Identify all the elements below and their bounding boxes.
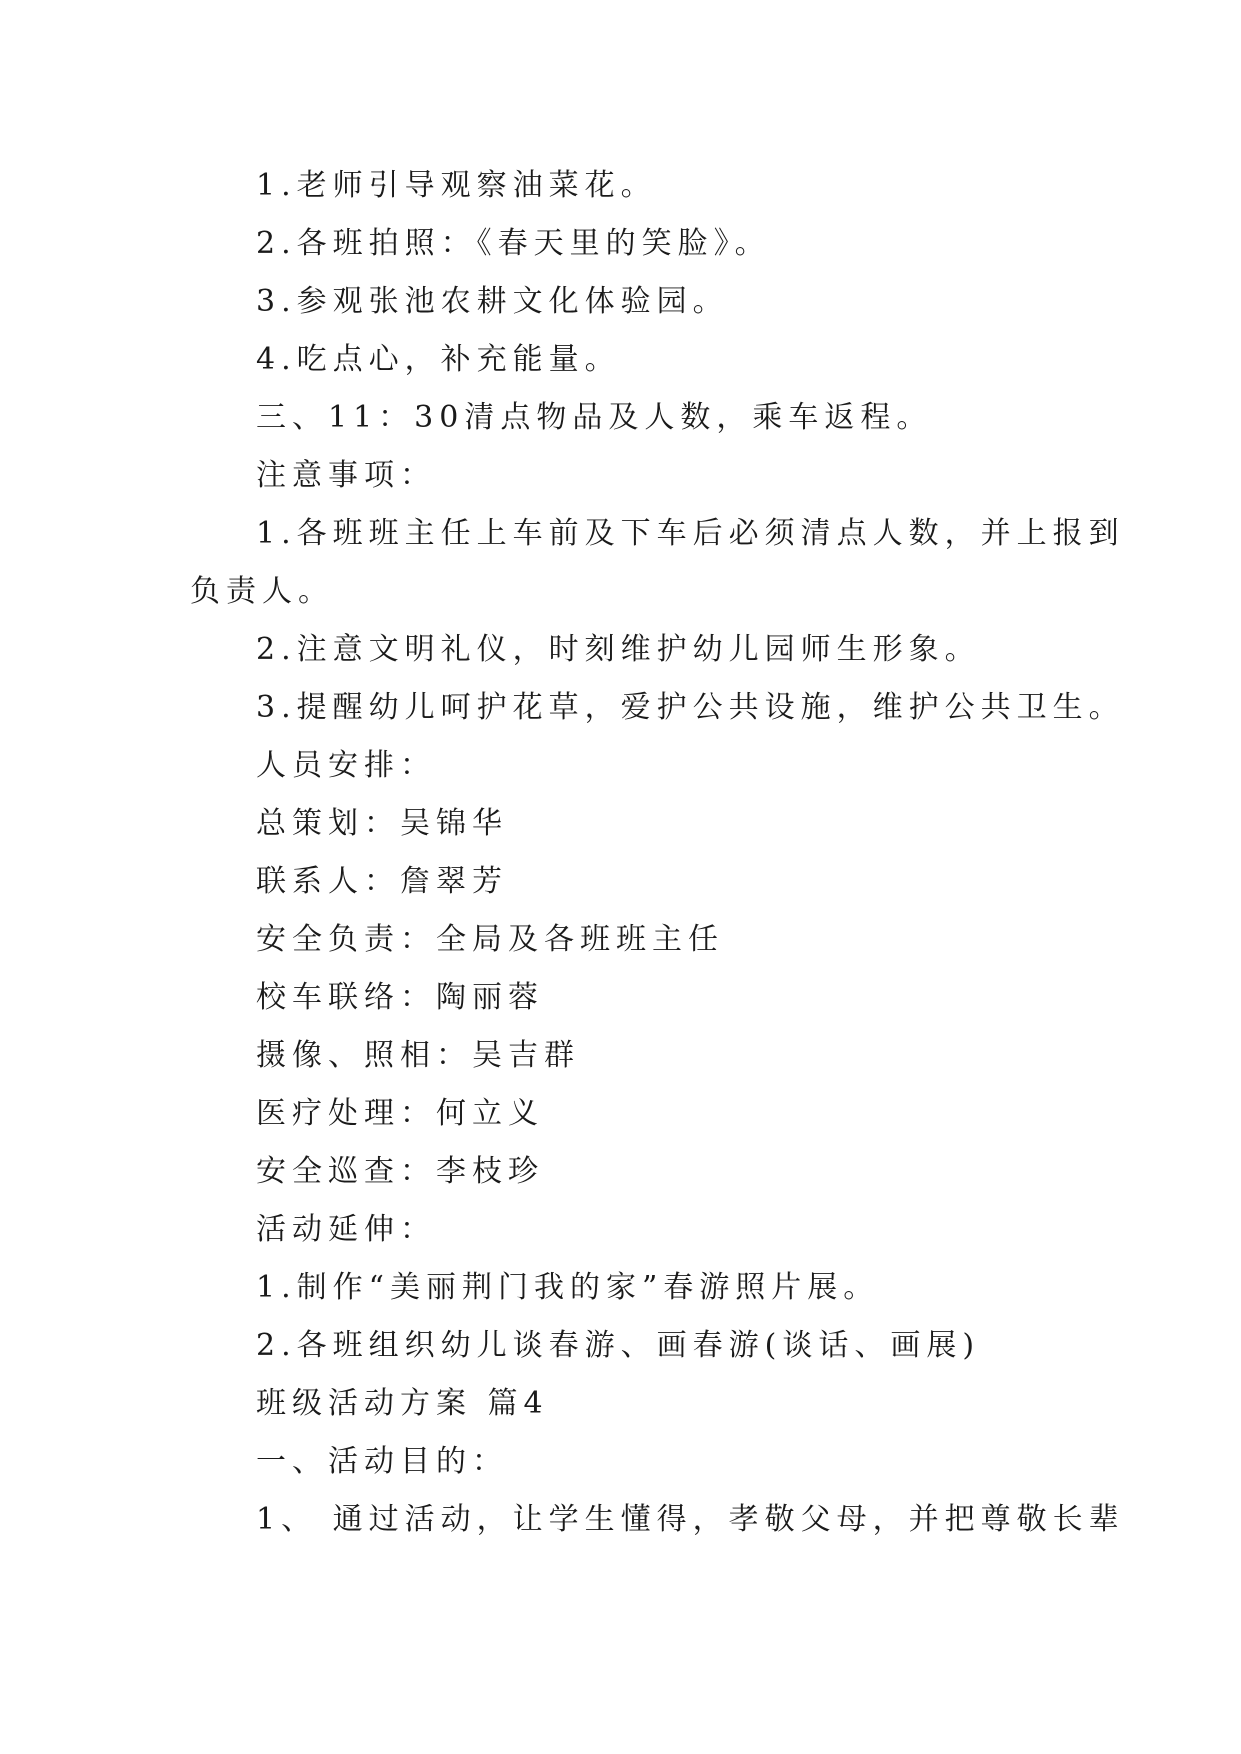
text-line: 安全负责：全局及各班班主任 (256, 922, 724, 957)
text-line: 医疗处理：何立义 (256, 1096, 544, 1131)
text-line: 1、 通过活动，让学生懂得，孝敬父母，并把尊敬长辈 (256, 1502, 1125, 1537)
text-line: 联系人：詹翠芳 (256, 864, 508, 899)
section-heading: 人员安排： (256, 748, 436, 783)
text-line: 三、11：30清点物品及人数，乘车返程。 (256, 400, 933, 435)
text-line: 1.老师引导观察油菜花。 (256, 168, 657, 203)
section-heading: 注意事项： (256, 458, 436, 493)
text-line: 2.注意文明礼仪，时刻维护幼儿园师生形象。 (256, 632, 981, 667)
text-line: 4.吃点心，补充能量。 (256, 342, 621, 377)
section-title: 班级活动方案 篇4 (256, 1386, 549, 1421)
text-line: 3.提醒幼儿呵护花草，爱护公共设施，维护公共卫生。 (256, 690, 1125, 725)
text-line: 3.参观张池农耕文化体验园。 (256, 284, 729, 319)
text-line: 1.制作“美丽荆门我的家”春游照片展。 (256, 1270, 880, 1305)
text-line: 负责人。 (190, 574, 334, 609)
text-line: 摄像、照相：吴吉群 (256, 1038, 580, 1073)
text-line: 2.各班组织幼儿谈春游、画春游(谈话、画展) (256, 1328, 981, 1363)
section-heading: 活动延伸： (256, 1212, 436, 1247)
text-line: 安全巡查：李枝珍 (256, 1154, 544, 1189)
text-line: 1.各班班主任上车前及下车后必须清点人数，并上报到 (256, 516, 1125, 551)
section-heading: 一、活动目的： (256, 1444, 508, 1479)
text-line: 2.各班拍照：《春天里的笑脸》。 (256, 226, 771, 261)
text-line: 总策划：吴锦华 (256, 806, 508, 841)
text-line: 校车联络：陶丽蓉 (256, 980, 544, 1015)
